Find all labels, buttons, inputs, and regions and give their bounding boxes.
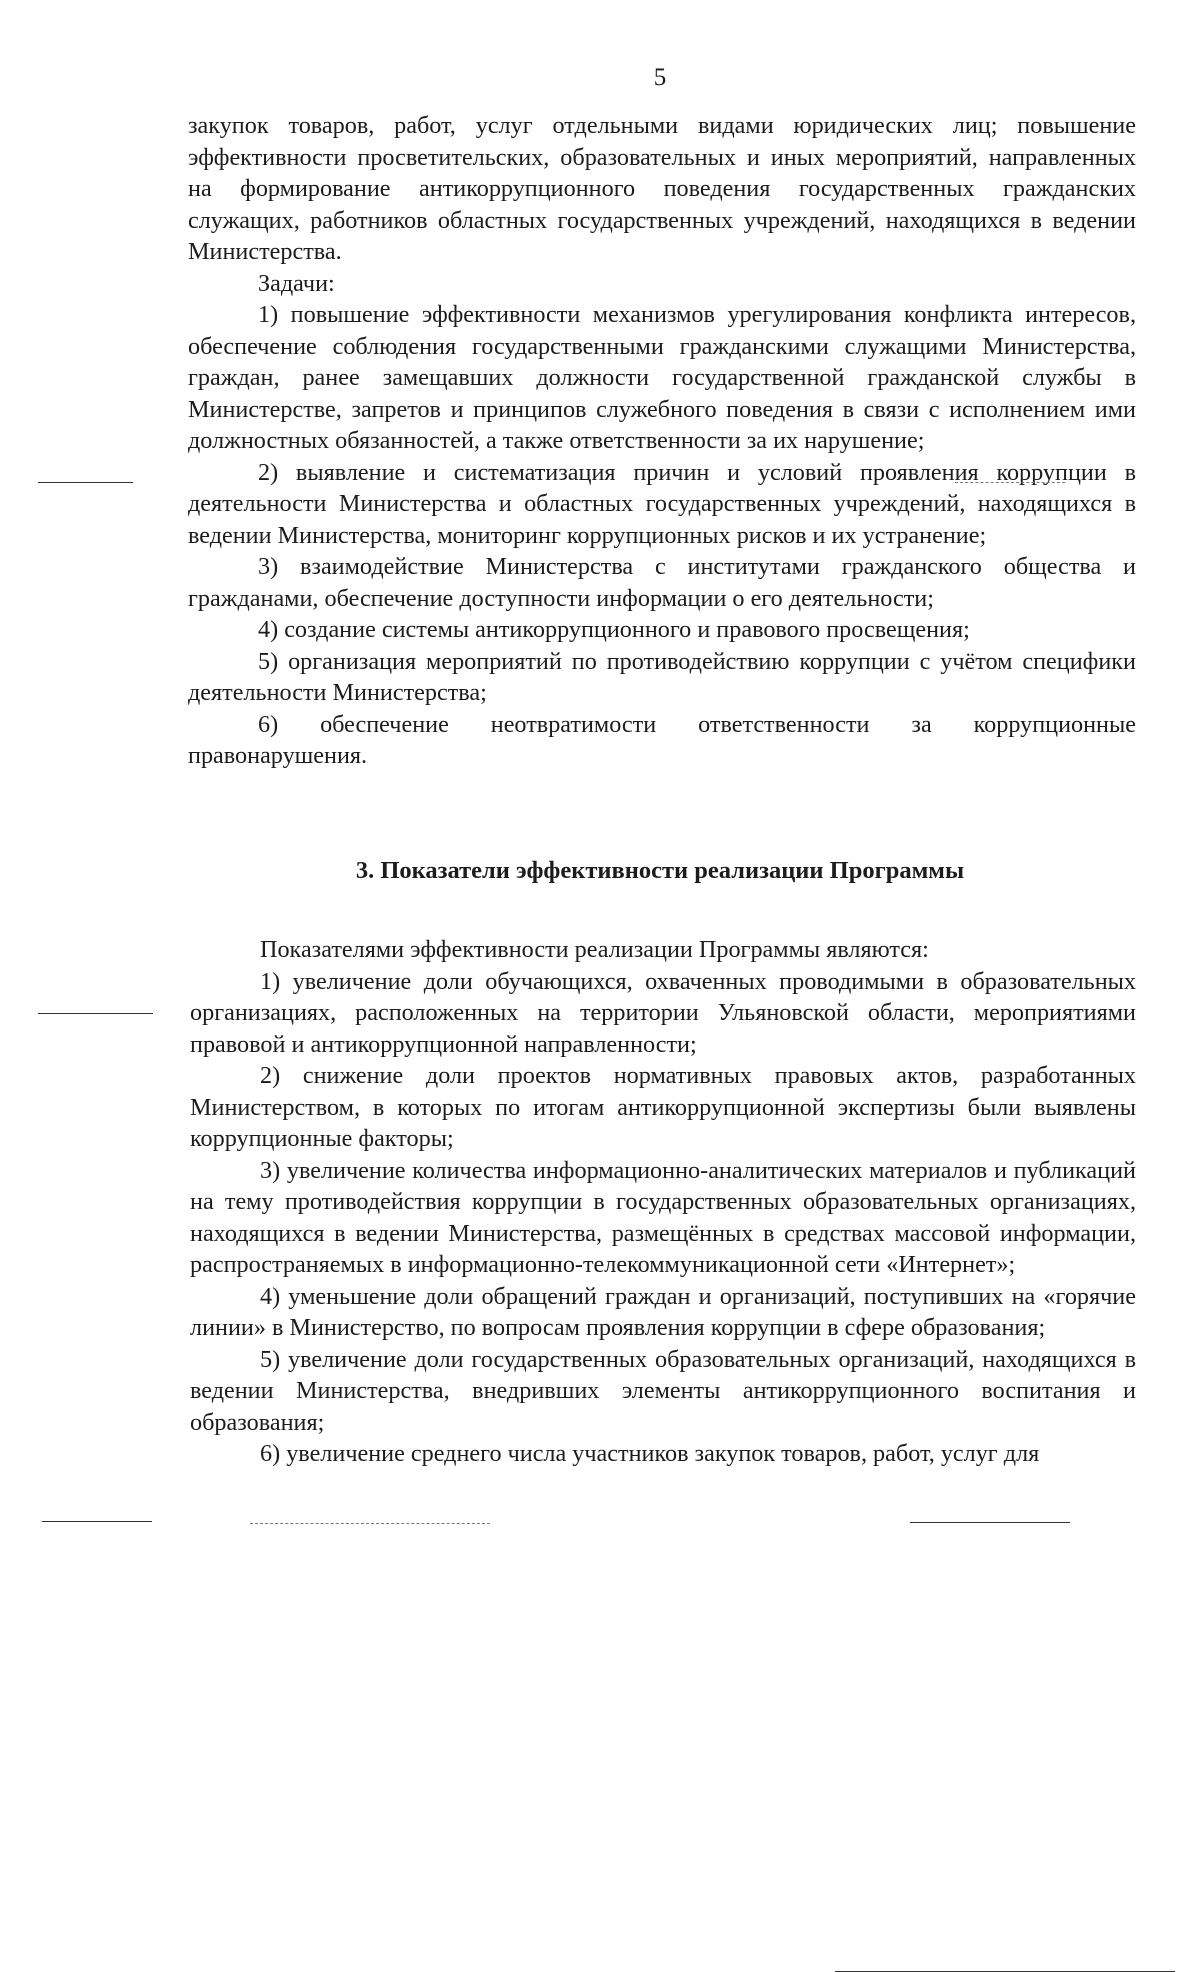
body-text-lower (190, 934, 1136, 1470)
task-item-4: 4) создание системы антикоррупционного и правового просвещения; (258, 616, 970, 643)
scan-line-left-1 (38, 482, 133, 483)
indicator-item-3: 3) увеличение количества информационно-аналитических материалов и публикаций на тему противодействия коррупции в государственных образовательных организациях, находящихся в ведении Министерства, размещённых в средствах массовой информации, распространяемых в информационно-телекоммуникационной сети «Интернет»; (190, 1156, 1136, 1278)
scan-line-right-3 (910, 1522, 1070, 1523)
task-item-6: 6) обеспечение неотвратимости ответственности за коррупционные правонарушения. (188, 710, 1136, 769)
scan-line-left-2 (38, 1013, 153, 1014)
indicator-item-4: 4) уменьшение доли обращений граждан и организаций, поступивших на «горячие линии» в Министерство, по вопросам проявления коррупции в сфере образования; (190, 1282, 1136, 1341)
scan-line-right-1 (955, 482, 1065, 483)
scan-line-left-3 (42, 1521, 152, 1522)
indicator-item-1: 1) увеличение доли обучающихся, охваченных проводимыми в образовательных организациях, расположенных на территории Ульяновской области, мероприятиями правовой и антикоррупционной направленности; (190, 967, 1136, 1058)
page-number: 5 (653, 64, 667, 91)
task-item-5: 5) организация мероприятий по противодействию коррупции с учётом специфики деятельности Министерства; (188, 647, 1136, 706)
body-text-upper (188, 110, 1136, 772)
indicator-item-2: 2) снижение доли проектов нормативных правовых актов, разработанных Министерством, в которых по итогам антикоррупционной экспертизы были выявлены коррупционные факторы; (190, 1062, 1136, 1152)
intro-paragraph: закупок товаров, работ, услуг отдельными видами юридических лиц; повышение эффективности просветительских, образовательных и иных мероприятий, направленных на формирование антикоррупционного поведения государственных гражданских служащих, работников областных государственных учреждений, находящихся в ведении Министерства. (188, 112, 1136, 265)
indicators-intro: Показателями эффективности реализации Программы являются: (260, 936, 929, 963)
scan-line-mid-3 (250, 1523, 490, 1524)
task-item-1: 1) повышение эффективности механизмов урегулирования конфликта интересов, обеспечение соблюдения государственными гражданскими служащими Министерства, граждан, ранее замещавших должности государственной гражданской службы в Министерстве, запретов и принципов служебного поведения в связи с исполнением ими должностных обязанностей, а также ответственности за их нарушение; (188, 301, 1136, 454)
tasks-heading: Задачи: (258, 269, 335, 297)
task-item-2: 2) выявление и систематизация причин и условий проявления коррупции в деятельности Министерства и областных государственных учреждений, находящихся в ведении Министерства, мониторинг коррупционных рисков и их устранение; (188, 458, 1136, 549)
indicator-item-5: 5) увеличение доли государственных образовательных организаций, находящихся в ведении Министерства, внедривших элементы антикоррупционного воспитания и образования; (190, 1345, 1136, 1436)
section-3-heading: 3. Показатели эффективности реализации Программы (355, 857, 965, 884)
indicator-item-6: 6) увеличение среднего числа участников закупок товаров, работ, услуг для (260, 1440, 1040, 1467)
task-item-3: 3) взаимодействие Министерства с институтами гражданского общества и гражданами, обеспечение доступности информации о его деятельности; (188, 553, 1136, 612)
